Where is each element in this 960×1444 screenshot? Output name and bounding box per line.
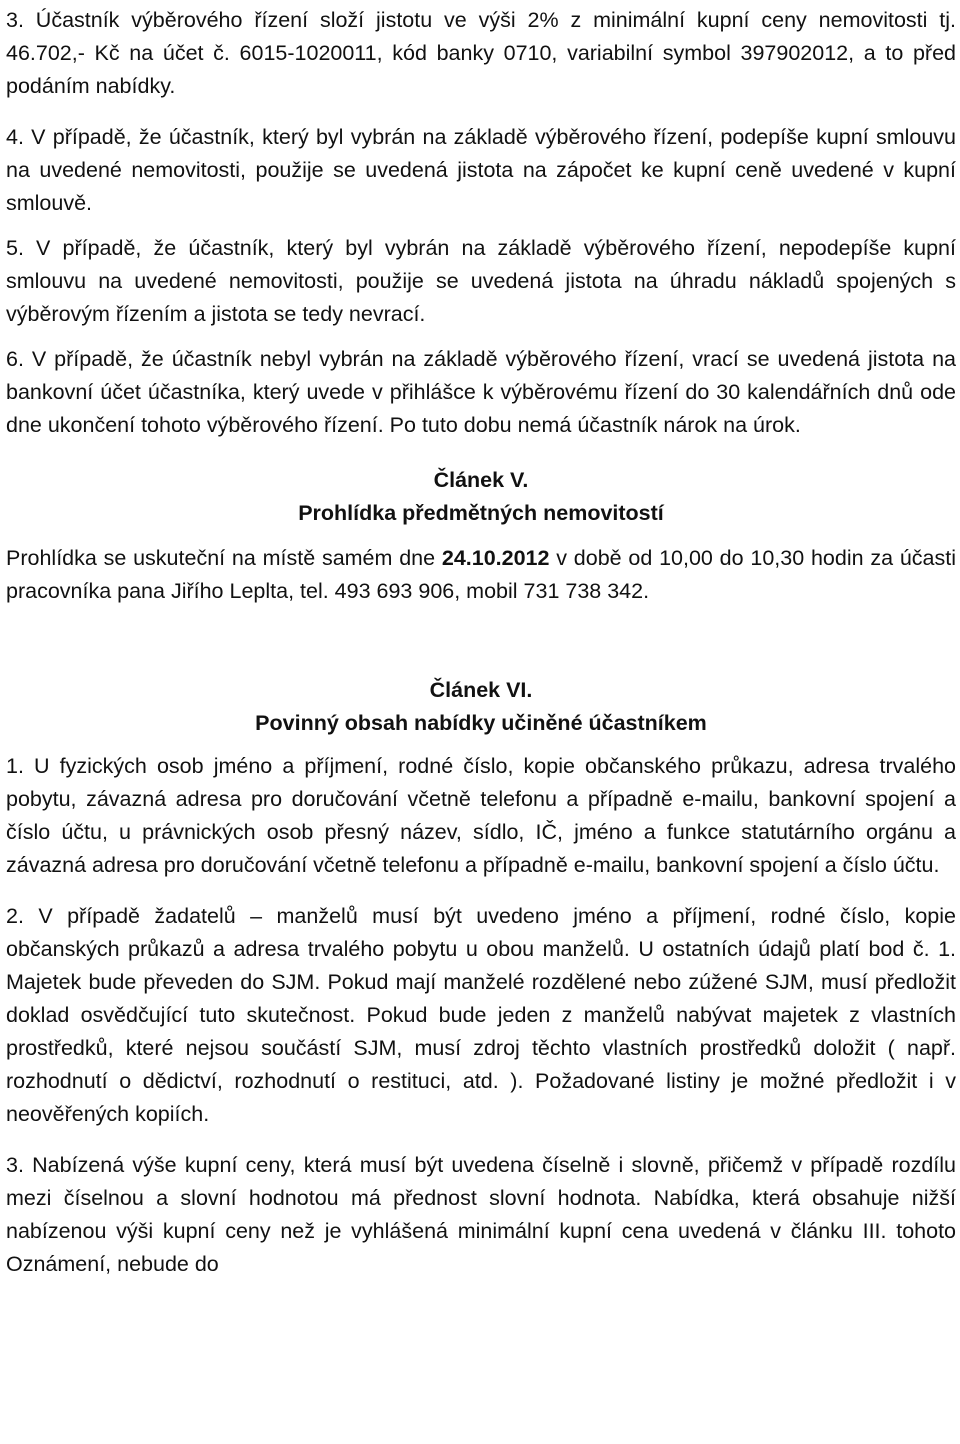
document-page xyxy=(6,4,956,1281)
obligation-item-3: 3. Nabízená výše kupní ceny, která musí být uvedena číselně i slovně, přičemž v případě rozdílu mezi číselnou a slovní hodnotou má přednost slovní hodnota. Nabídka, která obsahuje nižší nabízenou výši kupní ceny než je vyhlášená minimální kupní cena uvedená v článku III. tohoto Oznámení, nebude do xyxy=(6,1153,956,1276)
inspection-paragraph xyxy=(6,542,956,608)
inspection-text-after: v době od 10,00 do 10,30 hodin za účasti pracovníka pana Jiřího Leplta, tel. 493 693 906, mobil 731 738 342. xyxy=(6,546,956,603)
paragraph-5: 5. V případě, že účastník, který byl vybrán na základě výběrového řízení, nepodepíše kupní smlouvu na uvedené nemovitosti, použije se uvedená jistota na úhradu nákladů spojených s výběrovým řízením a jistota se tedy nevrací. xyxy=(6,236,956,326)
obligation-item-1: 1. U fyzických osob jméno a příjmení, rodné číslo, kopie občanského průkazu, adresa trvalého pobytu, závazná adresa pro doručování včetně telefonu a případně e-mailu, bankovní spojení a číslo účtu, u právnických osob přesný název, sídlo, IČ, jméno a funkce statutárního orgánu a závazná adresa pro doručování včetně telefonu a případně e-mailu, bankovní spojení a číslo účtu. xyxy=(6,754,956,877)
paragraph-4: 4. V případě, že účastník, který byl vybrán na základě výběrového řízení, podepíše kupní smlouvu na uvedené nemovitosti, použije se uvedená jistota na zápočet ke kupní ceně uvedené v kupní smlouvě. xyxy=(6,125,956,215)
article-5-subtitle: Prohlídka předmětných nemovitostí xyxy=(298,501,664,525)
inspection-text-before: Prohlídka se uskuteční na místě samém dne xyxy=(6,546,442,570)
article-6-title: Článek VI. xyxy=(429,678,533,702)
obligation-item-2: 2. V případě žadatelů – manželů musí být uvedeno jméno a příjmení, rodné číslo, kopie občanských průkazů a adresa trvalého pobytu u obou manželů. U ostatních údajů platí bod č. 1. Majetek bude převeden do SJM. Pokud mají manželé rozdělené nebo zúžené SJM, musí předložit doklad osvědčující tuto skutečnost. Pokud bude jeden z manželů nabývat majetek z vlastních prostředků, které nejsou součástí SJM, musí zdroj těchto vlastních prostředků doložit ( např. rozhodnutí o dědictví, rozhodnutí o restituci, atd. ). Požadované listiny je možné předložit i v neověřených kopiích. xyxy=(6,904,956,1126)
paragraph-3: 3. Účastník výběrového řízení složí jistotu ve výši 2% z minimální kupní ceny nemovitosti tj. 46.702,- Kč na účet č. 6015-1020011, kód banky 0710, variabilní symbol 397902012, a to před podáním nabídky. xyxy=(6,8,956,98)
article-6-subtitle: Povinný obsah nabídky učiněné účastníkem xyxy=(255,711,707,735)
inspection-date: 24.10.2012 xyxy=(441,546,550,570)
paragraph-6: 6. V případě, že účastník nebyl vybrán na základě výběrového řízení, vrací se uvedená jistota na bankovní účet účastníka, který uvede v přihlášce k výběrovému řízení do 30 kalendářních dnů ode dne ukončení tohoto výběrového řízení. Po tuto dobu nemá účastník nárok na úrok. xyxy=(6,347,956,437)
article-5-title: Článek V. xyxy=(433,468,529,492)
